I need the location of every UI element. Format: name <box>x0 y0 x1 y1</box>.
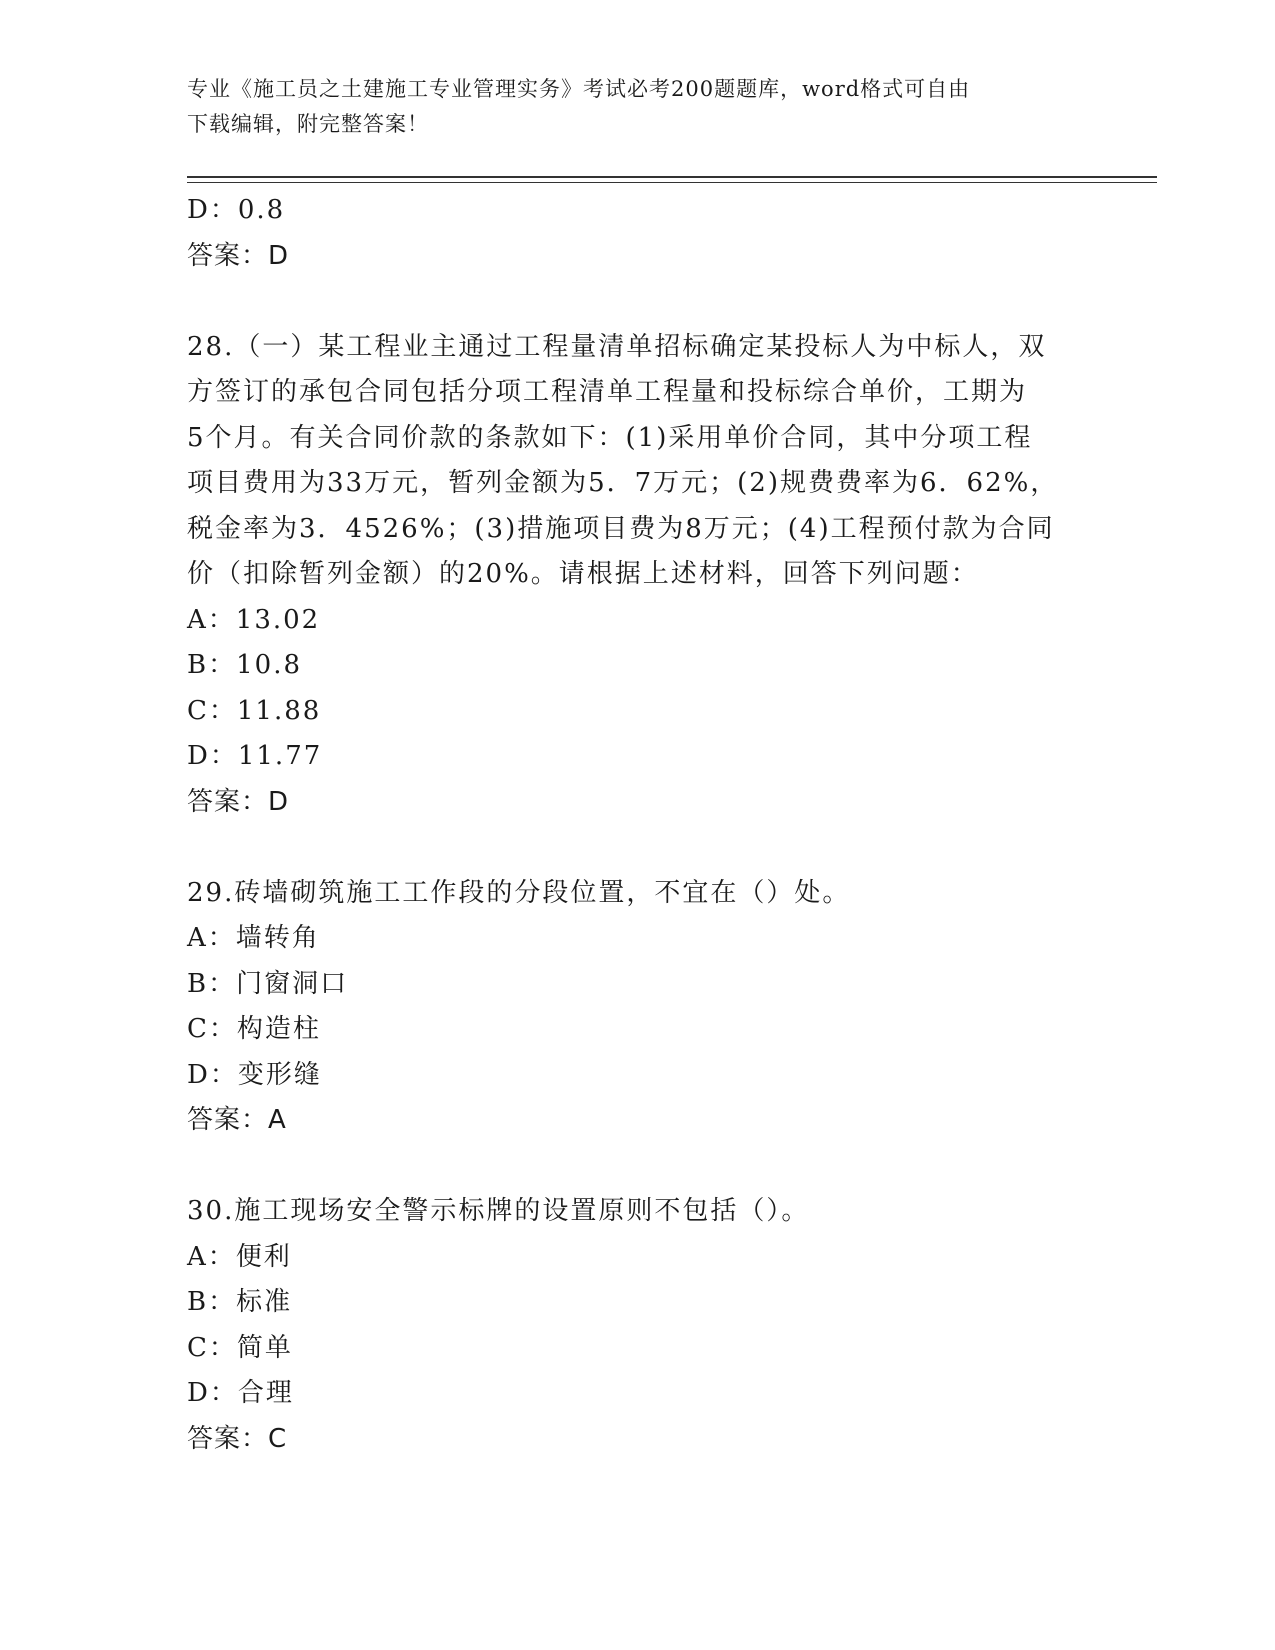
carryover-answer: 答案：D <box>187 240 290 271</box>
question-28-option-b: B：10.8 <box>187 650 302 680</box>
spacer <box>187 825 1087 871</box>
header-line-2: 下载编辑，附完整答案！ <box>187 112 429 136</box>
document-header <box>187 72 1067 142</box>
question-content <box>187 188 1087 1462</box>
header-line-1: 专业《施工员之土建施工专业管理实务》考试必考200题题库，word格式可自由 <box>187 77 971 101</box>
question-30-answer: 答案：C <box>187 1423 288 1454</box>
spacer <box>187 279 1087 325</box>
question-30-option-d: D：合理 <box>187 1378 294 1408</box>
header-rule-thick <box>187 176 1157 178</box>
question-28-stem-line: 税金率为3．4526%；(3)措施项目费为8万元；(4)工程预付款为合同 <box>187 513 1055 544</box>
question-29-option-d: D：变形缝 <box>187 1059 322 1090</box>
question-29-stem: 29.砖墙砌筑施工工作段的分段位置，不宜在（）处。 <box>187 877 851 908</box>
question-28-option-c: C：11.88 <box>187 695 322 726</box>
question-28-stem-line: 方签订的承包合同包括分项工程清单工程量和投标综合单价，工期为 <box>187 377 1028 407</box>
question-30-option-a: A：便利 <box>187 1241 292 1272</box>
question-28-answer: 答案：D <box>187 786 290 817</box>
question-28-stem-line: 项目费用为33万元，暂列金额为5．7万元；(2)规费费率为6．62%， <box>187 468 1059 498</box>
question-29-answer: 答案：A <box>187 1105 287 1135</box>
carryover-option-d: D：0.8 <box>187 195 286 225</box>
question-28-stem-line: 价（扣除暂列金额）的20%。请根据上述材料，回答下列问题： <box>187 559 979 589</box>
question-28 <box>187 325 1087 826</box>
question-28-stem-line: 28.（一）某工程业主通过工程量清单招标确定某投标人为中标人，双 <box>187 331 1047 362</box>
question-28-option-a: A：13.02 <box>187 604 321 635</box>
question-29-option-b: B：门窗洞口 <box>187 968 349 999</box>
question-30-stem: 30.施工现场安全警示标牌的设置原则不包括（）。 <box>187 1196 810 1226</box>
header-rule-thin <box>187 182 1157 183</box>
question-30-option-b: B：标准 <box>187 1287 293 1317</box>
question-28-option-d: D：11.77 <box>187 741 323 771</box>
question-30-option-c: C：简单 <box>187 1332 293 1363</box>
question-29 <box>187 871 1087 1144</box>
spacer <box>187 1144 1087 1190</box>
question-29-option-c: C：构造柱 <box>187 1014 321 1044</box>
question-30 <box>187 1189 1087 1462</box>
question-29-option-a: A：墙转角 <box>187 923 320 953</box>
question-28-stem-line: 5个月。有关合同价款的条款如下：(1)采用单价合同，其中分项工程 <box>187 422 1033 453</box>
